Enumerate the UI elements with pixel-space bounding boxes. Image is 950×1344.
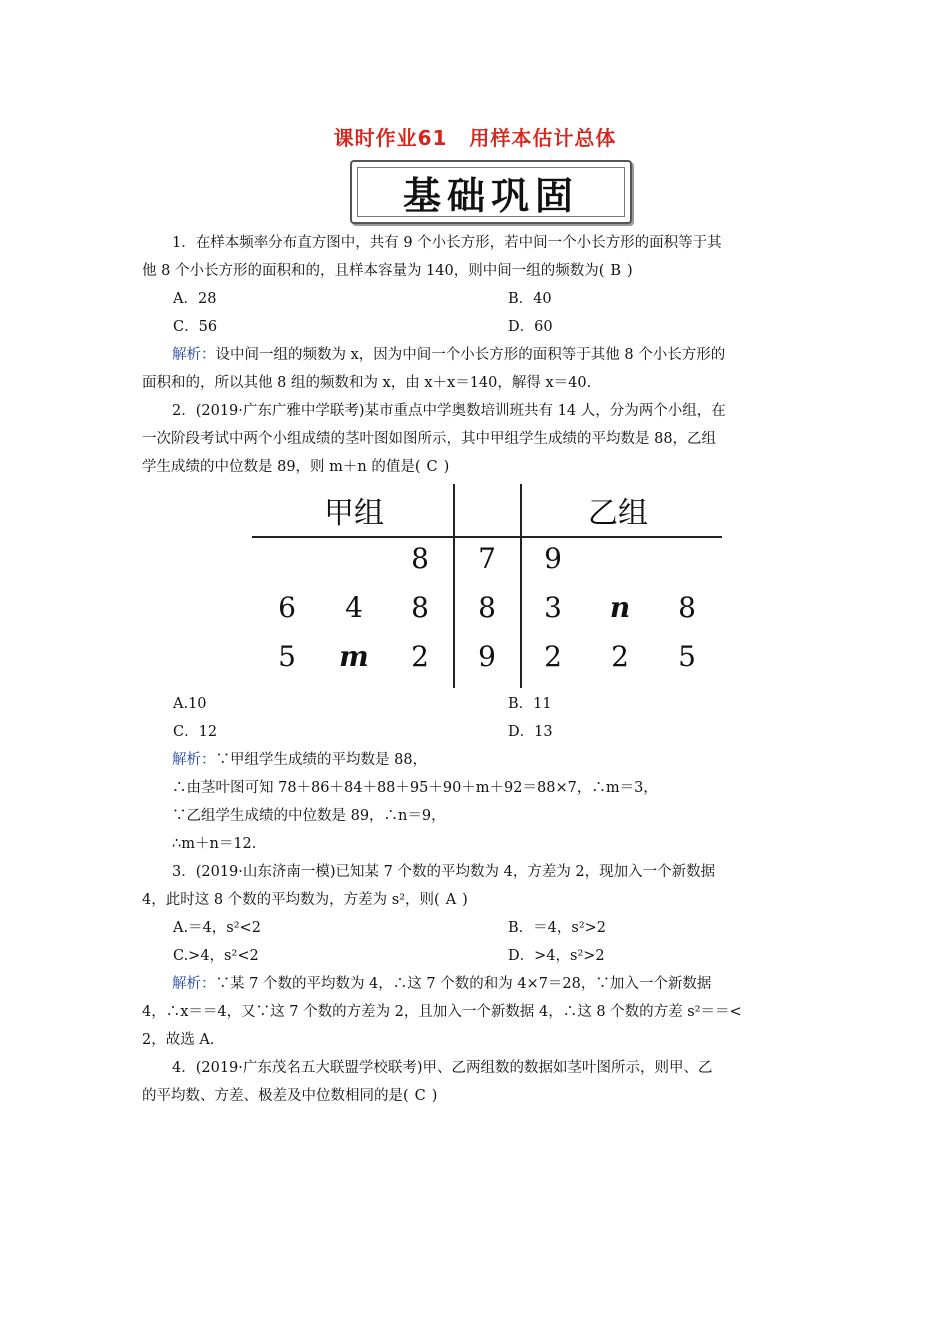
stem-right-line bbox=[520, 484, 522, 688]
page-title bbox=[0, 122, 950, 151]
q3-explanation-end: 2，故选 A. bbox=[142, 1032, 215, 1048]
q2-explanation: 解析：∵甲组学生成绩的平均数是 88， bbox=[172, 752, 428, 768]
q3-explanation-cont: 4，∴x＝＝4，又∵这 7 个数的方差为 2，且加入一个新数据 4，∴这 8 个数的方差 s²＝＝< bbox=[142, 1004, 742, 1020]
q2-option-a: A.10 bbox=[173, 696, 207, 712]
stem-value: 8 bbox=[478, 591, 496, 624]
q2-option-c: C．12 bbox=[173, 724, 218, 740]
leaf-left-unknown: m bbox=[339, 640, 369, 673]
q3-answer: A bbox=[445, 892, 457, 908]
q4-stem-cont: 的平均数、方差、极差及中位数相同的是( C ) bbox=[142, 1082, 812, 1110]
leaf-right: 5 bbox=[678, 640, 696, 673]
q4-stem: 4．(2019·广东茂名五大联盟学校联考)甲、乙两组数的数据如茎叶图所示，则甲、乙 bbox=[172, 1060, 713, 1076]
title-right: 用样本估计总体 bbox=[469, 126, 617, 150]
leaf-left: 6 bbox=[278, 591, 296, 624]
leaf-right: 3 bbox=[544, 591, 562, 624]
q1-explanation-cont: 面积和的，所以其他 8 组的频数和为 x，由 x＋x＝140，解得 x＝40. bbox=[142, 375, 592, 391]
q3-option-a: A.＝4，s²<2 bbox=[173, 920, 261, 936]
leaf-right: 2 bbox=[544, 640, 562, 673]
left-group-header: 甲组 bbox=[324, 496, 384, 531]
q3-option-c: C.>4，s²<2 bbox=[173, 948, 259, 964]
leaf-right: 8 bbox=[678, 591, 696, 624]
leaf-left: 2 bbox=[411, 640, 429, 673]
section-banner bbox=[350, 160, 632, 224]
title-left: 课时作业61 bbox=[333, 126, 448, 150]
q1-explanation: 解析：设中间一组的频数为 x，因为中间一个小长方形的面积等于其他 8 个小长方形的 bbox=[172, 347, 726, 363]
stem-left-line bbox=[453, 484, 455, 688]
right-group-header: 乙组 bbox=[588, 496, 648, 531]
leaf-left: 4 bbox=[345, 591, 363, 624]
q1-option-b: B．40 bbox=[508, 291, 552, 307]
leaf-right-unknown: n bbox=[609, 591, 631, 624]
q3-option-b: B．＝4，s²>2 bbox=[508, 920, 607, 936]
explanation-label: 解析： bbox=[172, 976, 216, 992]
q1-stem: 1．在样本频率分布直方图中，共有 9 个小长方形，若中间一个小长方形的面积等于其 bbox=[172, 235, 722, 251]
q3-stem: 3．(2019·山东济南一模)已知某 7 个数的平均数为 4，方差为 2，现加入一个新数据 bbox=[172, 864, 716, 880]
leaf-left: 5 bbox=[278, 640, 296, 673]
q1-option-d: D．60 bbox=[508, 319, 553, 335]
q1-option-a: A．28 bbox=[173, 291, 217, 307]
explanation-label: 解析： bbox=[172, 347, 216, 363]
leaf-right: 9 bbox=[544, 542, 562, 575]
stem-value: 7 bbox=[478, 542, 496, 575]
leaf-right: 2 bbox=[611, 640, 629, 673]
q2-option-d: D．13 bbox=[508, 724, 553, 740]
q3-option-d: D．>4，s²>2 bbox=[508, 948, 605, 964]
q2-answer: C bbox=[426, 459, 438, 475]
q1-answer: B bbox=[610, 263, 622, 279]
q3-explanation: 解析：∵某 7 个数的平均数为 4，∴这 7 个数的和为 4×7＝28，∵加入一个新数据 bbox=[172, 976, 712, 992]
q2-explanation-step: ∴由茎叶图可知 78＋86＋84＋88＋95＋90＋m＋92＝88×7，∴m＝3， bbox=[172, 780, 658, 796]
q2-explanation-step: ∴m＋n＝12. bbox=[172, 836, 257, 852]
leaf-left: 8 bbox=[411, 542, 429, 575]
q1-option-c: C．56 bbox=[173, 319, 218, 335]
q2-stem-cont: 一次阶段考试中两个小组成绩的茎叶图如图所示，其中甲组学生成绩的平均数是 88，乙组 bbox=[142, 431, 717, 447]
leaf-left: 8 bbox=[411, 591, 429, 624]
q2-explanation-step: ∵乙组学生成绩的中位数是 89，∴n＝9， bbox=[172, 808, 446, 824]
q1-stem-cont: 他 8 个小长方形的面积和的，且样本容量为 140，则中间一组的频数为( B ) bbox=[142, 257, 812, 285]
explanation-label: 解析： bbox=[172, 752, 216, 768]
stem-value: 9 bbox=[478, 640, 496, 673]
q2-option-b: B．11 bbox=[508, 696, 552, 712]
header-divider bbox=[252, 536, 722, 538]
stem-leaf-plot bbox=[252, 484, 722, 688]
q3-stem-cont: 4，此时这 8 个数的平均数为，方差为 s²，则( A ) bbox=[142, 886, 812, 914]
section-label: 基础巩固 bbox=[357, 167, 625, 217]
q4-answer: C bbox=[414, 1088, 426, 1104]
q2-stem: 2．(2019·广东广雅中学联考)某市重点中学奥数培训班共有 14 人，分为两个小组，在 bbox=[172, 403, 726, 419]
q2-stem-end: 学生成绩的中位数是 89，则 m＋n 的值是( C ) bbox=[142, 453, 812, 481]
